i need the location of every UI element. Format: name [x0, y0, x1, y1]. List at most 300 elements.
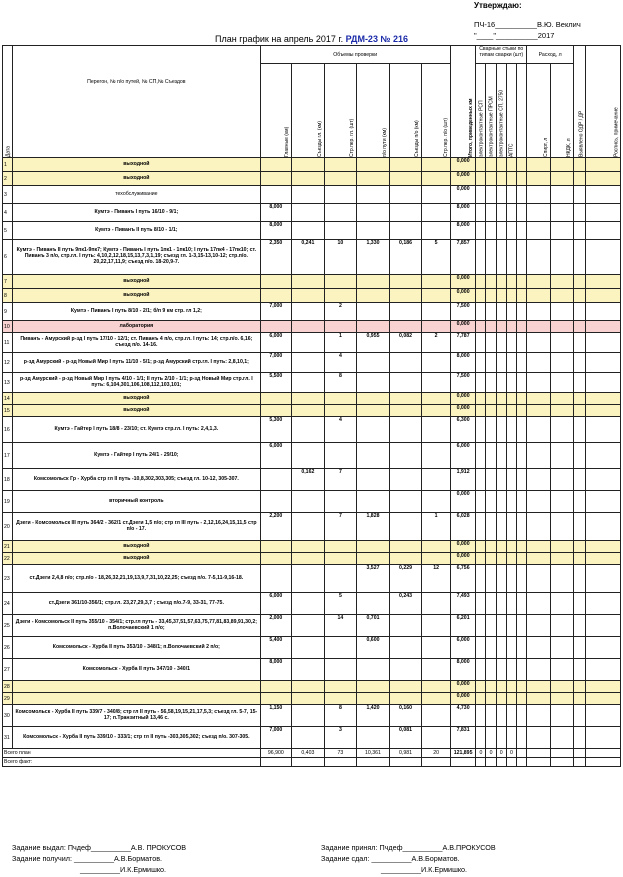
row-empty-cell: [550, 172, 573, 186]
row-itogo: 1,912: [450, 469, 475, 491]
row-itogo: 8,000: [450, 222, 475, 240]
row-empty-cell: [496, 615, 506, 637]
row-p: 0,955: [357, 333, 390, 353]
row-m: 5,400: [260, 637, 292, 659]
row-m: [260, 172, 292, 186]
row-empty-cell: [496, 681, 506, 693]
row-empty-cell: [550, 289, 573, 303]
row-s1: [292, 289, 325, 303]
row-s1: [292, 693, 325, 705]
row-s1: [292, 353, 325, 373]
row-empty-cell: [496, 186, 506, 204]
row-empty-cell: [586, 593, 621, 615]
row-itogo: 0,000: [450, 393, 475, 405]
row-empty-cell: [550, 393, 573, 405]
row-empty-cell: [586, 491, 621, 513]
row-empty-cell: [486, 353, 496, 373]
row-empty-cell: [486, 443, 496, 469]
row-s1: [292, 593, 325, 615]
row-g: [324, 172, 357, 186]
row-empty-cell: [574, 333, 586, 353]
row-empty-cell: [550, 158, 573, 172]
row-empty-cell: [586, 172, 621, 186]
row-empty-cell: [517, 615, 527, 637]
row-empty-cell: [574, 491, 586, 513]
row-itogo: 7,787: [450, 333, 475, 353]
row-empty-cell: [506, 275, 516, 289]
page-title: [0, 34, 623, 44]
row-empty-cell: [527, 222, 550, 240]
row-empty-cell: [550, 353, 573, 373]
row-empty-cell: [550, 333, 573, 353]
row-date: 22: [3, 553, 13, 565]
row-empty-cell: [496, 289, 506, 303]
row-itogo: 6,300: [450, 417, 475, 443]
row-g: 4: [324, 417, 357, 443]
row-empty-cell: [476, 275, 486, 289]
row-empty-cell: [486, 289, 496, 303]
row-empty-cell: [586, 405, 621, 417]
row-empty-cell: [476, 705, 486, 727]
row-empty-cell: [486, 275, 496, 289]
row-itogo: 6,756: [450, 565, 475, 593]
row-itogo: 6,000: [450, 443, 475, 469]
row-itogo: 0,000: [450, 693, 475, 705]
row-empty-cell: [527, 553, 550, 565]
row-m: 5,300: [260, 417, 292, 443]
row-empty-cell: [496, 593, 506, 615]
row-itogo: 6,000: [450, 637, 475, 659]
row-empty-cell: [486, 615, 496, 637]
row-date: 31: [3, 727, 13, 749]
row-s2: [389, 172, 422, 186]
row-m: [260, 289, 292, 303]
row-g: [324, 321, 357, 333]
header-weld-extra: [517, 64, 527, 158]
row-empty-cell: [476, 289, 486, 303]
row-empty-cell: [506, 541, 516, 553]
row-empty-cell: [586, 289, 621, 303]
row-empty-cell: [586, 693, 621, 705]
row-empty-cell: [476, 469, 486, 491]
row-date: 29: [3, 693, 13, 705]
row-date: 1: [3, 158, 13, 172]
row-empty-cell: [486, 303, 496, 321]
row-s1: [292, 565, 325, 593]
row-empty-cell: [476, 443, 486, 469]
row-itogo: 0,000: [450, 158, 475, 172]
row-empty-cell: [486, 553, 496, 565]
row-empty-cell: [506, 303, 516, 321]
row-empty-cell: [574, 681, 586, 693]
row-s1: [292, 541, 325, 553]
row-empty-cell: [486, 405, 496, 417]
row-g: 4: [324, 353, 357, 373]
totals-str-gp: 73: [324, 749, 357, 758]
row-empty-cell: [550, 222, 573, 240]
row-itogo: 0,000: [450, 186, 475, 204]
row-empty-cell: [574, 405, 586, 417]
header-weld-prsm: электроконтактные ПРСМ: [486, 64, 496, 158]
row-empty-cell: [550, 705, 573, 727]
row-date: 23: [3, 565, 13, 593]
row-sp: [422, 705, 451, 727]
row-m: 2,350: [260, 240, 292, 275]
row-peregon: выходной: [13, 289, 260, 303]
row-s2: [389, 491, 422, 513]
row-g: [324, 491, 357, 513]
row-empty-cell: [527, 681, 550, 693]
plan-row: [3, 275, 621, 289]
plan-row: [3, 186, 621, 204]
row-empty-cell: [550, 373, 573, 393]
row-empty-cell: [496, 693, 506, 705]
row-empty-cell: [517, 321, 527, 333]
row-sp: [422, 593, 451, 615]
row-m: [260, 553, 292, 565]
row-date: 26: [3, 637, 13, 659]
row-date: 3: [3, 186, 13, 204]
row-empty-cell: [486, 222, 496, 240]
row-s2: [389, 443, 422, 469]
footer-handed-2: __________И.К.Ермишко.: [381, 864, 468, 874]
row-empty-cell: [506, 321, 516, 333]
row-sp: [422, 321, 451, 333]
footer-issued: Задание выдал: Пчдеф__________А.В. ПРОКУСОВ: [12, 843, 187, 852]
row-empty-cell: [496, 222, 506, 240]
row-m: 6,000: [260, 333, 292, 353]
title-rdm: РДМ-23 № 216: [345, 34, 408, 44]
row-empty-cell: [574, 705, 586, 727]
row-empty-cell: [506, 373, 516, 393]
row-empty-cell: [496, 417, 506, 443]
row-s2: [389, 289, 422, 303]
row-s2: [389, 393, 422, 405]
plan-row: [3, 553, 621, 565]
row-empty-cell: [527, 565, 550, 593]
row-empty-cell: [586, 303, 621, 321]
row-empty-cell: [574, 393, 586, 405]
row-peregon: техобслуживание: [13, 186, 260, 204]
row-empty-cell: [550, 405, 573, 417]
row-peregon: р-зд Амурский - р-зд Новый Мир I путь 11/10 - 5/1; р-зд Амурский стр.гл. I путь: 2,8,10,1;: [13, 353, 260, 373]
row-g: [324, 275, 357, 289]
header-str-po: Стр.пер. п/о (шт): [422, 64, 451, 158]
row-empty-cell: [506, 333, 516, 353]
row-empty-cell: [496, 393, 506, 405]
row-empty-cell: [574, 565, 586, 593]
row-m: [260, 491, 292, 513]
row-p: [357, 541, 390, 553]
row-p: [357, 593, 390, 615]
row-empty-cell: [506, 681, 516, 693]
row-empty-cell: [496, 727, 506, 749]
plan-row: [3, 705, 621, 727]
row-sp: [422, 373, 451, 393]
row-empty-cell: [586, 615, 621, 637]
row-g: [324, 443, 357, 469]
row-empty-cell: [527, 289, 550, 303]
row-empty-cell: [496, 158, 506, 172]
row-empty-cell: [496, 491, 506, 513]
plan-row: [3, 172, 621, 186]
row-empty-cell: [506, 727, 516, 749]
row-empty-cell: [506, 289, 516, 303]
row-empty-cell: [574, 541, 586, 553]
row-empty-cell: [517, 172, 527, 186]
row-s2: [389, 615, 422, 637]
row-empty-cell: [527, 321, 550, 333]
row-empty-cell: [527, 541, 550, 553]
row-empty-cell: [506, 659, 516, 681]
row-sp: [422, 405, 451, 417]
header-po-km: п/о пути (км): [357, 64, 390, 158]
row-s2: [389, 417, 422, 443]
approval-signature-line: ПЧ-16__________В.Ю. Веклич: [474, 20, 581, 29]
row-p: 3,527: [357, 565, 390, 593]
row-s1: [292, 405, 325, 417]
row-empty-cell: [476, 513, 486, 541]
row-empty-cell: [486, 417, 496, 443]
row-empty-cell: [586, 417, 621, 443]
row-sp: [422, 659, 451, 681]
row-empty-cell: [527, 593, 550, 615]
row-empty-cell: [586, 373, 621, 393]
row-empty-cell: [517, 513, 527, 541]
row-m: [260, 405, 292, 417]
totals-plan-label: Всего план: [3, 749, 261, 758]
row-s2: [389, 541, 422, 553]
row-date: 19: [3, 491, 13, 513]
row-sp: [422, 204, 451, 222]
row-empty-cell: [476, 321, 486, 333]
row-s2: [389, 681, 422, 693]
row-empty-cell: [550, 727, 573, 749]
plan-row: [3, 693, 621, 705]
header-odr: Выявлено ОДР / ДР: [574, 46, 586, 158]
row-empty-cell: [506, 353, 516, 373]
row-empty-cell: [506, 405, 516, 417]
row-empty-cell: [486, 659, 496, 681]
row-date: 9: [3, 303, 13, 321]
row-s1: [292, 553, 325, 565]
header-volumes: Объемы проверки: [260, 46, 450, 64]
row-p: [357, 553, 390, 565]
row-empty-cell: [506, 553, 516, 565]
row-empty-cell: [476, 405, 486, 417]
row-empty-cell: [586, 681, 621, 693]
row-date: 14: [3, 393, 13, 405]
row-s2: [389, 553, 422, 565]
row-empty-cell: [476, 240, 486, 275]
row-s1: [292, 443, 325, 469]
row-empty-cell: [486, 593, 496, 615]
row-empty-cell: [476, 491, 486, 513]
row-empty-cell: [586, 705, 621, 727]
row-empty-cell: [550, 659, 573, 681]
row-p: [357, 417, 390, 443]
header-str-gp: Стр.пер. гл. (шт): [324, 64, 357, 158]
row-empty-cell: [517, 222, 527, 240]
row-empty-cell: [527, 204, 550, 222]
row-empty-cell: [527, 615, 550, 637]
row-sp: 1: [422, 513, 451, 541]
row-p: [357, 659, 390, 681]
row-sp: [422, 289, 451, 303]
row-s2: 0,186: [389, 240, 422, 275]
row-empty-cell: [517, 659, 527, 681]
plan-row: [3, 353, 621, 373]
row-date: 20: [3, 513, 13, 541]
row-empty-cell: [550, 565, 573, 593]
row-empty-cell: [496, 172, 506, 186]
row-empty-cell: [550, 186, 573, 204]
row-empty-cell: [486, 705, 496, 727]
row-date: 17: [3, 443, 13, 469]
row-p: [357, 681, 390, 693]
row-g: 1: [324, 333, 357, 353]
row-s2: 0,082: [389, 333, 422, 353]
row-date: 24: [3, 593, 13, 615]
row-g: [324, 637, 357, 659]
row-s2: 0,081: [389, 727, 422, 749]
row-p: [357, 186, 390, 204]
row-empty-cell: [574, 186, 586, 204]
row-empty-cell: [586, 333, 621, 353]
row-empty-cell: [486, 240, 496, 275]
row-s2: [389, 222, 422, 240]
totals-fact-label: Всего факт:: [3, 758, 261, 767]
row-empty-cell: [527, 405, 550, 417]
row-empty-cell: [574, 469, 586, 491]
row-peregon: Пиванъ - Амурский р-зд I путь 17/10 - 12/1; ст. Пиванъ 4 п/о, стр.гл. I путь: 14; стр.п/о. 6,16; съезд п/о. 14-16.: [13, 333, 260, 353]
row-m: 2,200: [260, 513, 292, 541]
row-s1: [292, 491, 325, 513]
row-peregon: Кумтэ - Пиванъ I путь 16/10 - 9/1;: [13, 204, 260, 222]
row-empty-cell: [476, 659, 486, 681]
row-g: [324, 222, 357, 240]
header-welds: Сварные стыки по типам сварки (шт): [476, 46, 527, 64]
row-empty-cell: [476, 158, 486, 172]
row-empty-cell: [517, 417, 527, 443]
row-itogo: 7,857: [450, 240, 475, 275]
row-m: 7,000: [260, 353, 292, 373]
footer-received: Задание получил: __________А.В.Борматов.: [12, 853, 163, 863]
row-empty-cell: [527, 417, 550, 443]
totals-str-po: 20: [422, 749, 451, 758]
row-empty-cell: [517, 553, 527, 565]
row-empty-cell: [517, 637, 527, 659]
row-g: [324, 659, 357, 681]
row-empty-cell: [476, 393, 486, 405]
row-empty-cell: [550, 417, 573, 443]
row-empty-cell: [527, 172, 550, 186]
row-m: [260, 541, 292, 553]
row-empty-cell: [517, 333, 527, 353]
row-empty-cell: [586, 353, 621, 373]
row-m: [260, 693, 292, 705]
row-empty-cell: [527, 373, 550, 393]
row-s2: [389, 204, 422, 222]
row-empty-cell: [517, 240, 527, 275]
row-peregon: Комсомольск Гр - Хурба стр гл II путь -10,8,302,303,305; съезд гл. 10-12, 305-307.: [13, 469, 260, 491]
row-m: 7,000: [260, 727, 292, 749]
row-s1: [292, 681, 325, 693]
row-s1: [292, 393, 325, 405]
row-empty-cell: [574, 727, 586, 749]
row-empty-cell: [506, 491, 516, 513]
plan-row: [3, 393, 621, 405]
row-s2: [389, 303, 422, 321]
plan-row: [3, 681, 621, 693]
row-g: [324, 393, 357, 405]
row-empty-cell: [527, 659, 550, 681]
row-empty-cell: [476, 172, 486, 186]
row-empty-cell: [550, 513, 573, 541]
plan-row: [3, 491, 621, 513]
row-itogo: 0,000: [450, 541, 475, 553]
row-p: [357, 303, 390, 321]
row-empty-cell: [486, 172, 496, 186]
row-empty-cell: [496, 405, 506, 417]
row-peregon: Комсомольск - Хурба II путь 347/10 - 340/1: [13, 659, 260, 681]
row-p: [357, 353, 390, 373]
row-empty-cell: [586, 469, 621, 491]
row-empty-cell: [476, 222, 486, 240]
row-empty-cell: [574, 222, 586, 240]
plan-table: [2, 45, 621, 767]
row-empty-cell: [517, 693, 527, 705]
row-empty-cell: [574, 373, 586, 393]
totals-weld-1: 0: [476, 749, 486, 758]
row-empty-cell: [476, 353, 486, 373]
row-g: 14: [324, 615, 357, 637]
row-m: [260, 158, 292, 172]
row-s1: [292, 615, 325, 637]
row-empty-cell: [476, 727, 486, 749]
row-empty-cell: [496, 513, 506, 541]
row-date: 28: [3, 681, 13, 693]
row-p: 1,828: [357, 513, 390, 541]
row-empty-cell: [574, 637, 586, 659]
row-s2: 0,160: [389, 705, 422, 727]
row-itogo: 8,000: [450, 659, 475, 681]
row-empty-cell: [527, 303, 550, 321]
totals-weld-3: 0: [496, 749, 506, 758]
header-spirt: Спирт, л: [527, 64, 550, 158]
plan-row: [3, 240, 621, 275]
row-empty-cell: [574, 303, 586, 321]
row-g: 8: [324, 705, 357, 727]
row-sp: [422, 681, 451, 693]
row-empty-cell: [506, 172, 516, 186]
row-empty-cell: [574, 172, 586, 186]
row-empty-cell: [527, 705, 550, 727]
row-p: [357, 491, 390, 513]
plan-row: [3, 443, 621, 469]
row-empty-cell: [506, 705, 516, 727]
row-p: 1,420: [357, 705, 390, 727]
row-sp: [422, 158, 451, 172]
row-g: [324, 405, 357, 417]
row-s2: [389, 186, 422, 204]
row-empty-cell: [476, 693, 486, 705]
row-empty-cell: [496, 353, 506, 373]
row-empty-cell: [486, 513, 496, 541]
row-empty-cell: [476, 204, 486, 222]
row-g: [324, 204, 357, 222]
row-empty-cell: [517, 186, 527, 204]
